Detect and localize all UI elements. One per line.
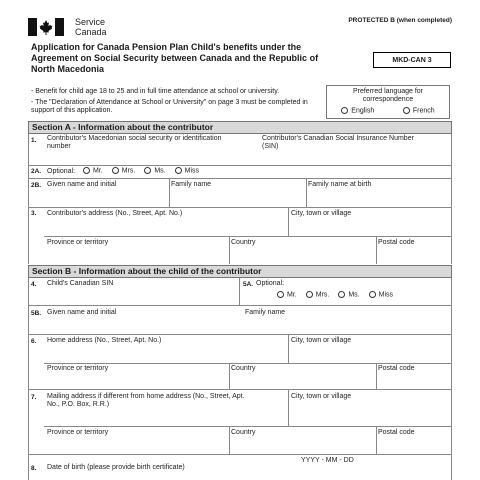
q7-mailing-input[interactable] [45, 412, 283, 424]
radio-circle-icon [369, 291, 376, 298]
q6-country-input[interactable] [232, 375, 372, 387]
preferred-language-label: Preferred language for correspondence [352, 88, 424, 103]
q1-sin-input[interactable] [262, 152, 447, 164]
q6-country-label: Country [231, 365, 256, 372]
note-declaration: - The "Declaration of Attendance at School or University" on page 3 must be completed in support of this application. [31, 99, 308, 114]
q3-city-label: City, town or village [291, 210, 352, 217]
q3-country-input[interactable] [232, 250, 372, 262]
q8-dob-label: Date of birth (please provide birth certificate) [47, 464, 185, 471]
form-code-box: MKD-CAN 3 [373, 52, 451, 68]
q6-address-label: Home address (No., Street, Apt. No.) [47, 337, 162, 344]
radio-french[interactable] [403, 107, 435, 115]
q2b-given-label: Given name and initial [47, 181, 117, 188]
q2b-number: 2B. [31, 182, 42, 189]
q2b-birth-input[interactable] [309, 192, 447, 204]
q6-address-input[interactable] [45, 348, 283, 360]
q4-number: 4. [31, 281, 37, 288]
q3-address-input[interactable] [45, 221, 283, 233]
q7-postal-label: Postal code [378, 429, 415, 436]
form-title: Application for Canada Pension Plan Child's benefits under the Agreement on Social Security between Canada and the Republic of North Macedonia [31, 42, 319, 74]
q3-postal-label: Postal code [378, 239, 415, 246]
q6-number: 6. [31, 338, 37, 345]
q2b-family-input[interactable] [172, 192, 302, 204]
q4-sin-label: Child's Canadian SIN [47, 280, 114, 287]
q7-city-input[interactable] [291, 404, 447, 416]
section-b-header: Section B - Information about the child of the contributor [28, 265, 452, 278]
radio-circle-icon [83, 167, 90, 174]
q2a-number: 2A. [31, 168, 42, 175]
radio-ms[interactable] [144, 167, 165, 175]
radio-circle-icon [175, 167, 182, 174]
radio-child-ms[interactable] [338, 291, 359, 299]
english-label: English [351, 107, 375, 115]
q7-country-label: Country [231, 429, 256, 436]
q7-country-input[interactable] [232, 440, 372, 452]
q6-postal-input[interactable] [379, 375, 447, 387]
q2b-family-label: Family name [171, 181, 212, 188]
q1-number: 1. [31, 137, 37, 144]
q1-sin-label: Contributor's Canadian Social Insurance Number (SIN) [262, 135, 414, 150]
radio-circle-icon [341, 107, 348, 114]
mrs-label: Mrs. [315, 291, 330, 299]
government-wordmark [75, 17, 107, 37]
radio-mr[interactable] [83, 167, 103, 175]
radio-circle-icon [403, 107, 410, 114]
preferred-language-box [326, 85, 450, 119]
radio-mrs[interactable] [112, 167, 136, 175]
radio-circle-icon [306, 291, 313, 298]
q7-postal-input[interactable] [379, 440, 447, 452]
mrs-label: Mrs. [121, 167, 136, 175]
q3-province-input[interactable] [45, 250, 225, 262]
radio-child-mr[interactable] [277, 291, 297, 299]
canada-flag-logo [28, 18, 64, 36]
q6-city-label: City, town or village [291, 337, 352, 344]
q7-province-label: Province or territory [47, 429, 109, 436]
q5b-number: 5B. [31, 310, 42, 317]
section-a-header: Section A - Information about the contributor [28, 121, 452, 134]
radio-circle-icon [112, 167, 119, 174]
q3-postal-input[interactable] [379, 250, 447, 262]
service-text: Service [75, 17, 106, 27]
miss-label: Miss [184, 167, 200, 175]
radio-child-miss[interactable] [369, 291, 393, 299]
q5b-family-input[interactable] [244, 319, 447, 331]
q7-mailing-label: Mailing address if different from home address (No., Street, Apt. No., P.O. Box, R.R.) [47, 393, 245, 408]
q5b-given-input[interactable] [45, 319, 235, 331]
q5a-title-options [277, 291, 393, 299]
radio-circle-icon [338, 291, 345, 298]
q3-address-label: Contributor's address (No., Street, Apt. No.) [47, 210, 183, 217]
q6-province-label: Province or territory [47, 365, 109, 372]
protected-label: PROTECTED B (when completed) [348, 17, 452, 24]
q8-date-format: YYYY - MM - DD [301, 457, 354, 464]
q2b-birth-label: Family name at birth [308, 181, 372, 188]
q5a-number: 5A. [243, 281, 254, 288]
radio-child-mrs[interactable] [306, 291, 330, 299]
q6-postal-label: Postal code [378, 365, 415, 372]
q1-macedonian-id-input[interactable] [45, 152, 255, 164]
ms-label: Ms. [154, 167, 166, 175]
q3-province-label: Province or territory [47, 239, 109, 246]
radio-miss[interactable] [175, 167, 199, 175]
q6-province-input[interactable] [45, 375, 225, 387]
radio-english[interactable] [341, 107, 374, 115]
q3-country-label: Country [231, 239, 256, 246]
note-age: - Benefit for child age 18 to 25 and in full time attendance at school or university. [31, 88, 280, 95]
q7-province-input[interactable] [45, 440, 225, 452]
mr-label: Mr. [93, 167, 103, 175]
q8-number: 8. [31, 465, 37, 472]
q1-macedonian-id-label: Contributor's Macedonian social security or identification number [47, 135, 222, 150]
q5a-optional-label: Optional: [256, 280, 285, 287]
q2a-title-options [83, 167, 199, 175]
q4-sin-input[interactable] [45, 290, 235, 302]
q8-dob-input[interactable] [296, 466, 376, 478]
french-label: French [412, 107, 435, 115]
q3-number: 3. [31, 210, 37, 217]
q6-city-input[interactable] [291, 348, 447, 360]
q7-number: 7. [31, 394, 37, 401]
canada-text: Canada [75, 27, 107, 37]
q2b-given-input[interactable] [45, 192, 165, 204]
mr-label: Mr. [287, 291, 297, 299]
q5b-family-label: Family name [245, 309, 286, 316]
radio-circle-icon [144, 167, 151, 174]
miss-label: Miss [378, 291, 394, 299]
q5b-given-label: Given name and initial [47, 309, 117, 316]
ms-label: Ms. [348, 291, 360, 299]
q7-city-label: City, town or village [291, 393, 352, 400]
radio-circle-icon [277, 291, 284, 298]
q3-city-input[interactable] [291, 221, 447, 233]
q2a-optional-label: Optional: [47, 168, 76, 175]
